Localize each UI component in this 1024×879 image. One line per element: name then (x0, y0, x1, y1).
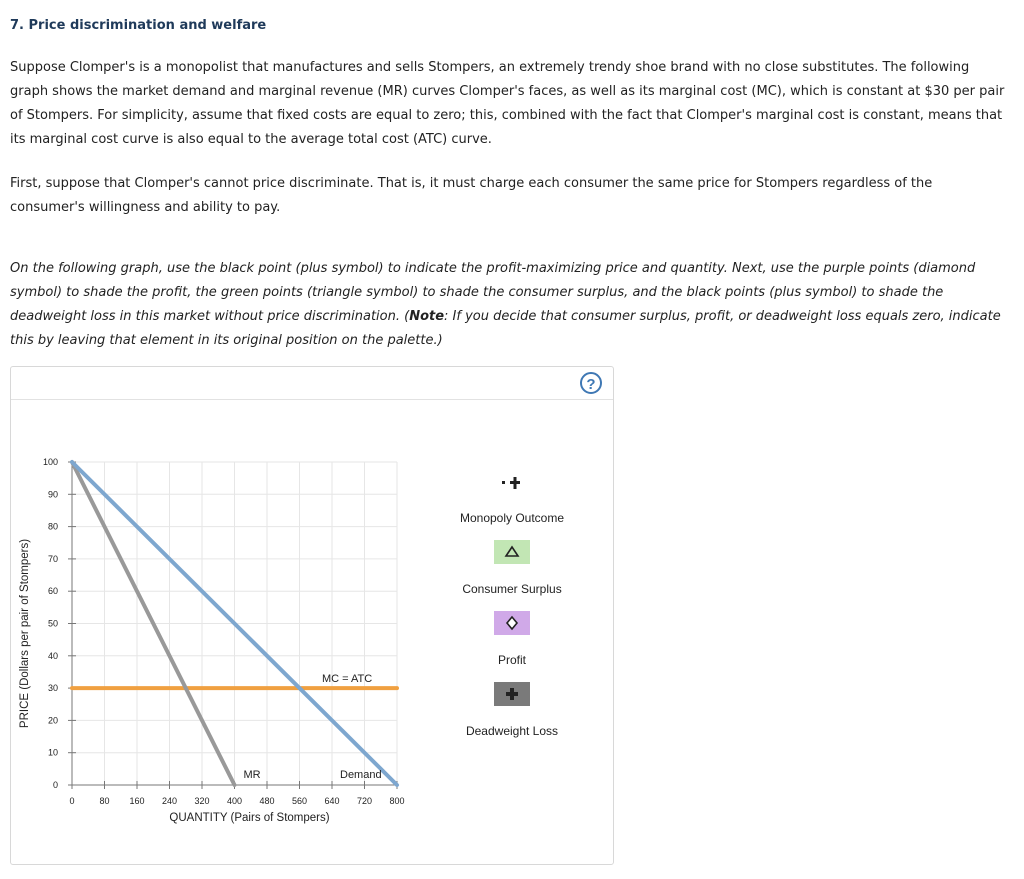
question-paragraph-2: First, suppose that Clomper's cannot price discriminate. That is, it must charge each consumer the same price for Stompers regardless of the consumer's willingness and ability to pay. (10, 176, 933, 215)
y-tick-label: 60 (47, 586, 58, 597)
y-tick-label: 0 (52, 780, 58, 790)
question-title: 7. Price discrimination and welfare (10, 18, 267, 33)
monopoly-outcome-label: Monopoly Outcome (459, 511, 565, 525)
x-tick-label: 320 (194, 796, 210, 806)
y-tick-label: 70 (47, 553, 58, 564)
y-tick-label: 100 (42, 457, 58, 467)
y-tick-label: 40 (47, 650, 58, 661)
y-axis-title: PRICE (Dollars per pair of Stompers) (19, 538, 31, 729)
demand-label: Demand (340, 769, 382, 781)
y-tick-label: 10 (47, 747, 58, 758)
x-tick-label: 240 (161, 796, 178, 806)
x-tick-label: 160 (129, 796, 145, 806)
deadweight-loss-label: Deadweight Loss (465, 724, 559, 738)
profit-tool[interactable] (494, 611, 530, 635)
instructions-part-1: On the following graph, use the black point (plus symbol) to indicate the profit-maximizing price and quantity. Next, use the purple points (diamond symbol) to shade the profit, the green points (triangle symbol) to shade the consumer surplus, and the black points (plus symbol) to shade the deadweight loss in this market without price discrimination. ( (10, 261, 976, 324)
x-tick-label: 720 (356, 796, 373, 806)
mc-atc-label: MC = ATC (322, 673, 373, 686)
y-tick-label: 80 (47, 521, 58, 532)
y-tick-label: 90 (47, 489, 58, 500)
x-tick-label: 640 (324, 796, 340, 806)
graph-panel (10, 366, 614, 865)
mr-label: MR (243, 769, 261, 781)
y-tick-label: 50 (47, 618, 58, 629)
plus-icon (494, 682, 530, 706)
diamond-icon (494, 611, 530, 635)
triangle-icon (494, 540, 530, 564)
profit-label: Profit (497, 653, 526, 667)
question-paragraph-3 (10, 257, 1010, 353)
monopoly-outcome-tool[interactable] (494, 471, 530, 495)
question-paragraph-1: Suppose Clomper's is a monopolist that manufactures and sells Stompers, an extremely trendy shoe brand with no close substitutes. The following graph shows the market demand and marginal revenue (MR) curves Clomper's faces, as well as its marginal cost (MC), which is constant at $30 per pair of Stompers. For simplicity, assume that fixed costs are equal to zero; this, combined with the fact that Clomper's marginal cost is constant, means that its marginal cost curve is also equal to the average total cost (ATC) curve. (10, 60, 1005, 147)
x-tick-label: 0 (69, 796, 75, 806)
x-tick-label: 400 (226, 796, 243, 806)
x-tick-label: 560 (291, 796, 308, 806)
black-plus-icon (494, 471, 530, 495)
note-label: Note (409, 309, 445, 324)
y-tick-label: 20 (47, 715, 58, 726)
help-button[interactable]: ? (580, 372, 602, 394)
consumer-surplus-label: Consumer Surplus (462, 582, 562, 596)
y-tick-label: 30 (47, 683, 58, 694)
x-tick-label: 800 (389, 796, 405, 806)
instructions-part-2: : If you decide that consumer surplus, profit, or deadweight loss equals zero, indicate this by leaving that element in its original position on the palette.) (10, 309, 1001, 348)
x-tick-label: 80 (99, 796, 110, 806)
x-tick-label: 480 (259, 796, 275, 806)
consumer-surplus-tool[interactable] (494, 540, 530, 564)
x-axis-title: QUANTITY (Pairs of Stompers) (169, 812, 330, 824)
deadweight-loss-tool[interactable] (494, 682, 530, 706)
